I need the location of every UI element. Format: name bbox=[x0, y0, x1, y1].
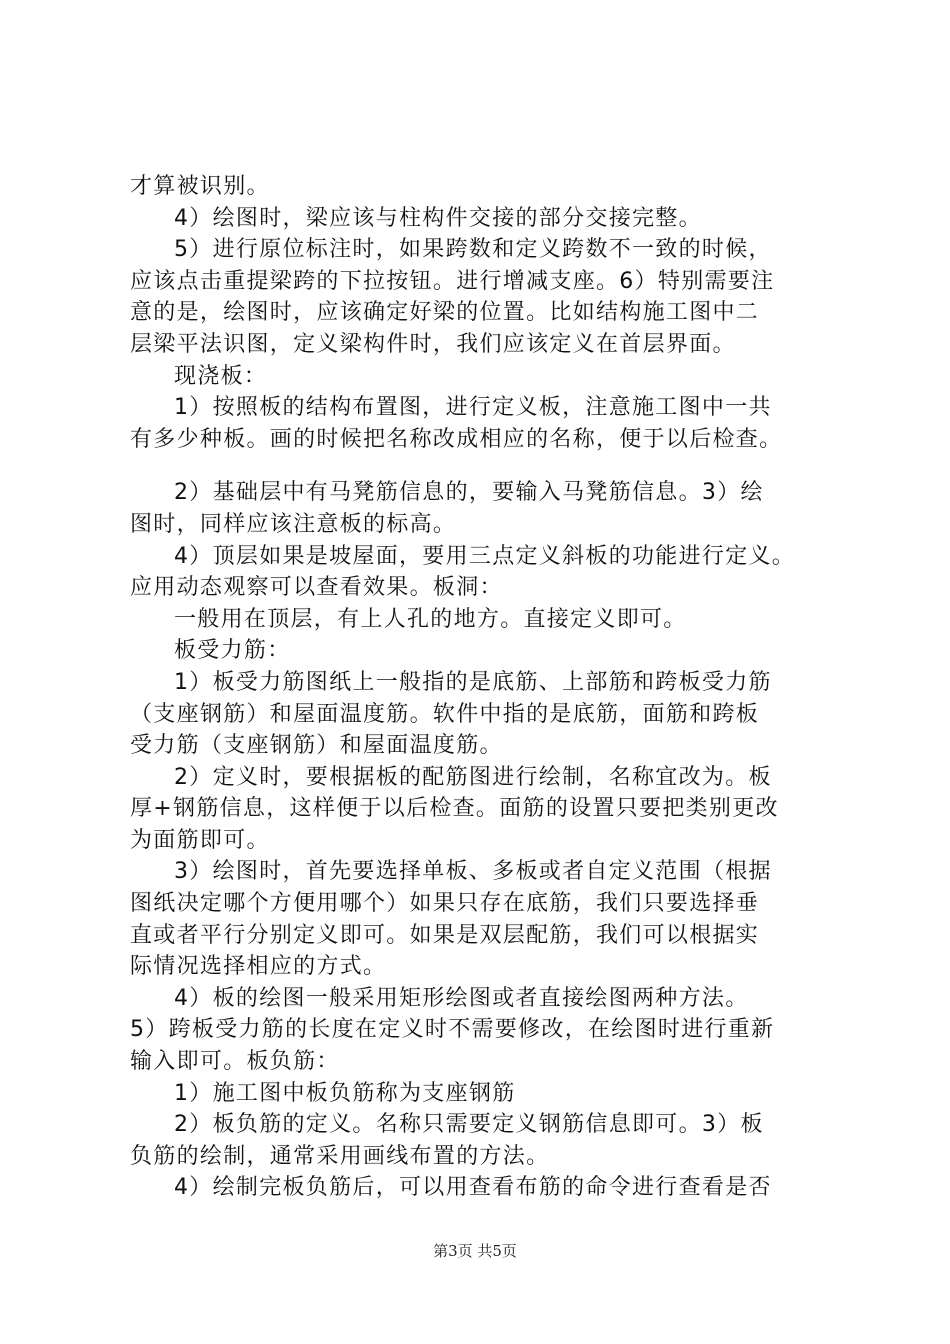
text-line: 图纸决定哪个方便用哪个）如果只存在底筋，我们只要选择垂 bbox=[130, 891, 760, 917]
text-line: 图时，同样应该注意板的标高。 bbox=[130, 511, 457, 537]
text-line: 输入即可。板负筋： bbox=[130, 1049, 340, 1075]
text-line: 一般用在顶层，有上人孔的地方。直接定义即可。 bbox=[174, 606, 687, 632]
text-line: 2）定义时，要根据板的配筋图进行绘制，名称宜改为。板 bbox=[174, 764, 772, 790]
text-line: 3）绘图时，首先要选择单板、多板或者自定义范围（根据 bbox=[174, 859, 772, 885]
text-line: 直或者平行分别定义即可。如果是双层配筋，我们可以根据实 bbox=[130, 922, 760, 948]
text-line: 5）跨板受力筋的长度在定义时不需要修改，在绘图时进行重新 bbox=[130, 1017, 775, 1043]
text-line: 有多少种板。画的时候把名称改成相应的名称，便于以后检查。 bbox=[130, 426, 783, 452]
text-line: 才算被识别。 bbox=[130, 174, 270, 199]
text-line: 1）按照板的结构布置图，进行定义板，注意施工图中一共 bbox=[174, 395, 772, 421]
text-line: 受力筋（支座钢筋）和屋面温度筋。 bbox=[130, 733, 503, 759]
text-line: 负筋的绘制，通常采用画线布置的方法。 bbox=[130, 1143, 550, 1169]
text-line: 厚+钢筋信息，这样便于以后检查。面筋的设置只要把类别更改 bbox=[130, 796, 779, 822]
paragraph-gap bbox=[130, 455, 835, 477]
page-footer: 第3页 共5页 bbox=[433, 1242, 517, 1260]
text-line: 际情况选择相应的方式。 bbox=[130, 954, 387, 980]
text-line: 意的是，绘图时，应该确定好梁的位置。比如结构施工图中二 bbox=[130, 300, 760, 326]
section-heading: 现浇板： bbox=[174, 363, 268, 389]
text-line: 1）板受力筋图纸上一般指的是底筋、上部筋和跨板受力筋 bbox=[174, 669, 772, 695]
text-line: 2）板负筋的定义。名称只需要定义钢筋信息即可。3）板 bbox=[174, 1112, 764, 1138]
text-line: 应用动态观察可以查看效果。板洞： bbox=[130, 575, 503, 601]
document-body bbox=[130, 171, 835, 1204]
text-line: 4）绘制完板负筋后，可以用查看布筋的命令进行查看是否 bbox=[174, 1175, 772, 1201]
text-line: 4）顶层如果是坡屋面，要用三点定义斜板的功能进行定义。 bbox=[174, 543, 796, 569]
text-line: 为面筋即可。 bbox=[130, 827, 270, 853]
section-heading: 板受力筋： bbox=[174, 638, 291, 664]
text-line: 2）基础层中有马凳筋信息的，要输入马凳筋信息。3）绘 bbox=[174, 480, 764, 506]
text-line: 4）绘图时，梁应该与柱构件交接的部分交接完整。 bbox=[174, 205, 702, 231]
text-line: 1）施工图中板负筋称为支座钢筋 bbox=[174, 1080, 516, 1106]
text-line: 4）板的绘图一般采用矩形绘图或者直接绘图两种方法。 bbox=[174, 985, 749, 1011]
text-line: （支座钢筋）和屋面温度筋。软件中指的是底筋，面筋和跨板 bbox=[130, 701, 760, 727]
text-line: 层梁平法识图，定义梁构件时，我们应该定义在首层界面。 bbox=[130, 331, 736, 357]
text-line: 应该点击重提梁跨的下拉按钮。进行增减支座。6）特别需要注 bbox=[130, 268, 775, 294]
text-line: 5）进行原位标注时，如果跨数和定义跨数不一致的时候， bbox=[174, 237, 772, 263]
